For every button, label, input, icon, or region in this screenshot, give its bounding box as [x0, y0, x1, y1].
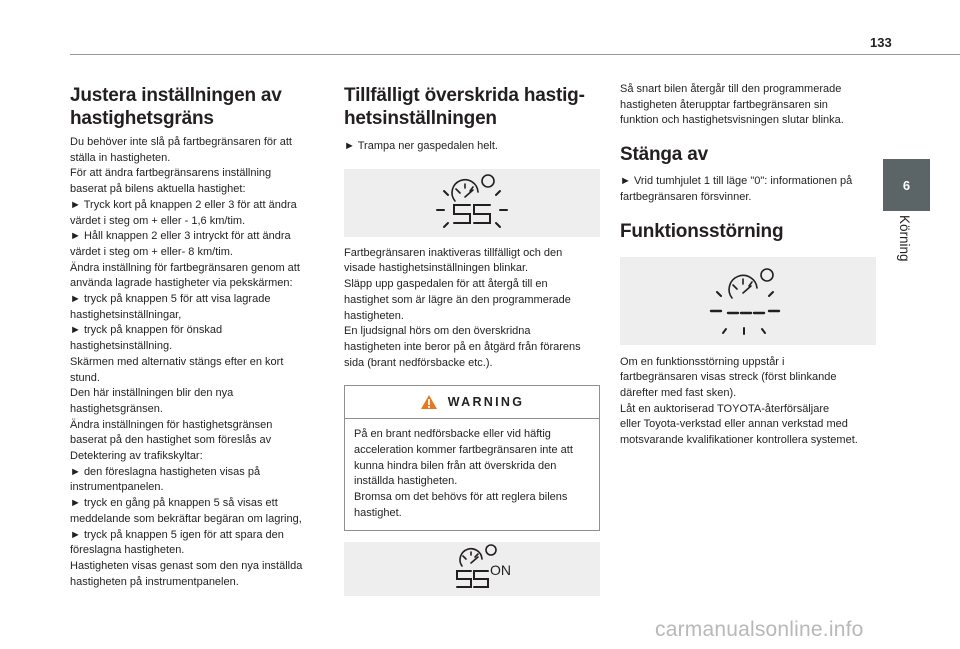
adjust-body: [70, 135, 326, 590]
speed-display-blinking: [344, 169, 600, 237]
speed-display-on: [344, 542, 600, 596]
adjust-line: hastighetsgränsen.: [70, 402, 163, 415]
chapter-tab[interactable]: 6: [883, 159, 930, 211]
blink-ray-left: [437, 191, 448, 227]
adjust-line: ställa in hastigheten.: [70, 151, 171, 164]
malfunction-line: Om en funktionsstörning uppstår i: [620, 355, 785, 368]
speedometer-icon: [452, 175, 494, 201]
adjust-line: instrumentpanelen.: [70, 481, 164, 494]
adjust-line: Skärmen med alternativ stängs efter en kort: [70, 355, 284, 368]
seven-segment-display: [457, 571, 488, 587]
override-title: [344, 84, 600, 130]
return-line: hastigheten återupptar fartbegränsaren sin: [620, 98, 828, 111]
adjust-line: ► Håll knappen 2 eller 3 intryckt för att ändra: [70, 230, 291, 243]
adjust-line: ► den föreslagna hastigheten visas på: [70, 465, 261, 478]
adjust-line: ► Tryck kort på knappen 2 eller 3 för att ändra: [70, 198, 297, 211]
override-line: visade hastighetsinställningen blinkar.: [344, 262, 529, 275]
warning-line: hastighet.: [354, 506, 402, 519]
adjust-line: Ändra inställningen för hastighetsgränsen: [70, 418, 273, 431]
off-line: ► Vrid tumhjulet 1 till läge "0": informationen på: [620, 175, 853, 188]
adjust-line: Hastigheten visas genast som den nya inställda: [70, 559, 303, 572]
illustration-on: [344, 542, 600, 596]
page-number: 133: [870, 35, 892, 50]
adjust-line: använda lagrade hastigheter via pekskärmen:: [70, 277, 293, 290]
adjust-line: Den här inställningen blir den nya: [70, 387, 234, 400]
override-line: hastigheten.: [344, 309, 404, 322]
warning-line: Bromsa om det behövs för att reglera bilens: [354, 491, 568, 504]
malfunction-line: Låt en auktoriserad TOYOTA-återförsäljare: [620, 402, 830, 415]
warning-body: [345, 419, 599, 529]
column-override: [344, 80, 600, 596]
malfunction-line: fartbegränsaren visas streck (först blinkande: [620, 371, 837, 384]
column-adjust: [70, 80, 326, 590]
adjust-line: värdet i steg om + eller- 8 km/tim.: [70, 245, 233, 258]
warning-line: acceleration kommer fartbegränsaren inte att: [354, 444, 573, 457]
off-title: Stänga av: [620, 144, 708, 166]
override-line: sida (brant nedförsbacke etc.).: [344, 356, 493, 369]
speed-display-dashes: [620, 257, 876, 345]
override-line: Fartbegränsaren inaktiveras tillfälligt och den: [344, 246, 563, 259]
override-line: En ljudsignal hörs om den överskridna: [344, 325, 531, 338]
malfunction-title: Funktionsstörning: [620, 220, 784, 242]
warning-title: WARNING: [447, 395, 525, 410]
override-body: [344, 246, 600, 372]
adjust-line: meddelande som bekräftar begäran om lagring,: [70, 512, 302, 525]
adjust-line: stund.: [70, 371, 100, 384]
adjust-line: ► tryck på knappen för önskad: [70, 324, 223, 337]
override-line: Släpp upp gaspedalen för att återgå till en: [344, 278, 548, 291]
header-rule: [70, 54, 960, 55]
override-title-line1: Tillfälligt överskrida hastig-: [344, 85, 585, 106]
adjust-line: ► tryck på knappen 5 för att visa lagrade: [70, 293, 271, 306]
adjust-line: hastighetsinställningar,: [70, 308, 182, 321]
warning-header: [345, 386, 599, 419]
dash-display: [711, 311, 779, 313]
warning-line: På en brant nedförsbacke eller vid häftig: [354, 428, 551, 441]
seven-segment-display: [454, 205, 490, 223]
chapter-label: [892, 215, 920, 295]
warning-line: inställda hastigheten.: [354, 475, 458, 488]
illustration-override: [344, 169, 600, 237]
return-line: funktion och hastighetsvisningen slutar blinka.: [620, 114, 844, 127]
adjust-line: hastigheten på instrumentpanelen.: [70, 575, 239, 588]
chapter-title: Körning: [897, 215, 912, 262]
adjust-line: föreslagna hastigheten.: [70, 544, 185, 557]
malfunction-line: eller Toyota-verkstad eller annan verkstad med: [620, 418, 848, 431]
malfunction-line: motsvarande kvalifikationer kontrollera systemet.: [620, 434, 858, 447]
adjust-line: baserat på bilens aktuella hastighet:: [70, 183, 246, 196]
watermark-logo: carmanualsonline.info: [655, 618, 864, 641]
adjust-line: Detektering av trafikskyltar:: [70, 450, 203, 463]
on-label: ON: [490, 561, 511, 578]
adjust-line: För att ändra fartbegränsarens inställning: [70, 167, 272, 180]
illustration-malfunction: [620, 257, 876, 345]
adjust-line: Du behöver inte slå på fartbegränsaren för att: [70, 136, 292, 148]
override-line: hastighet som är lägre än den programmerade: [344, 293, 571, 306]
adjust-line: hastighetsinställning.: [70, 340, 173, 353]
malfunction-body: [620, 355, 876, 449]
column-status: [620, 80, 876, 449]
warning-line: kunna hindra bilen från att överskrida den: [354, 459, 557, 472]
speedometer-icon: [729, 269, 773, 298]
off-line: fartbegränsaren försvinner.: [620, 190, 752, 203]
return-body: [620, 82, 876, 129]
return-line: Så snart bilen återgår till den programmerade: [620, 83, 842, 95]
malfunction-line: därefter med fast sken).: [620, 386, 737, 399]
adjust-line: Ändra inställning för fartbegränsaren genom att: [70, 261, 300, 274]
adjust-title: Justera inställningen av hastighetsgräns: [70, 85, 282, 129]
override-line: hastigheten inte beror på en åtgärd från förarens: [344, 340, 581, 353]
off-body: [620, 174, 876, 205]
adjust-line: ► tryck en gång på knappen 5 så visas ett: [70, 497, 278, 510]
adjust-line: ► tryck på knappen 5 igen för att spara den: [70, 528, 284, 541]
warning-box: [344, 385, 600, 530]
adjust-line: värdet i steg om + eller - 1,6 km/tim.: [70, 214, 246, 227]
blink-ray-right: [496, 191, 507, 227]
override-title-line2: hetsinställningen: [344, 108, 497, 129]
override-step: ► Trampa ner gaspedalen helt.: [344, 140, 498, 152]
adjust-line: baserat på den hastighet som föreslås av: [70, 434, 272, 447]
warning-triangle-icon: [420, 394, 438, 410]
